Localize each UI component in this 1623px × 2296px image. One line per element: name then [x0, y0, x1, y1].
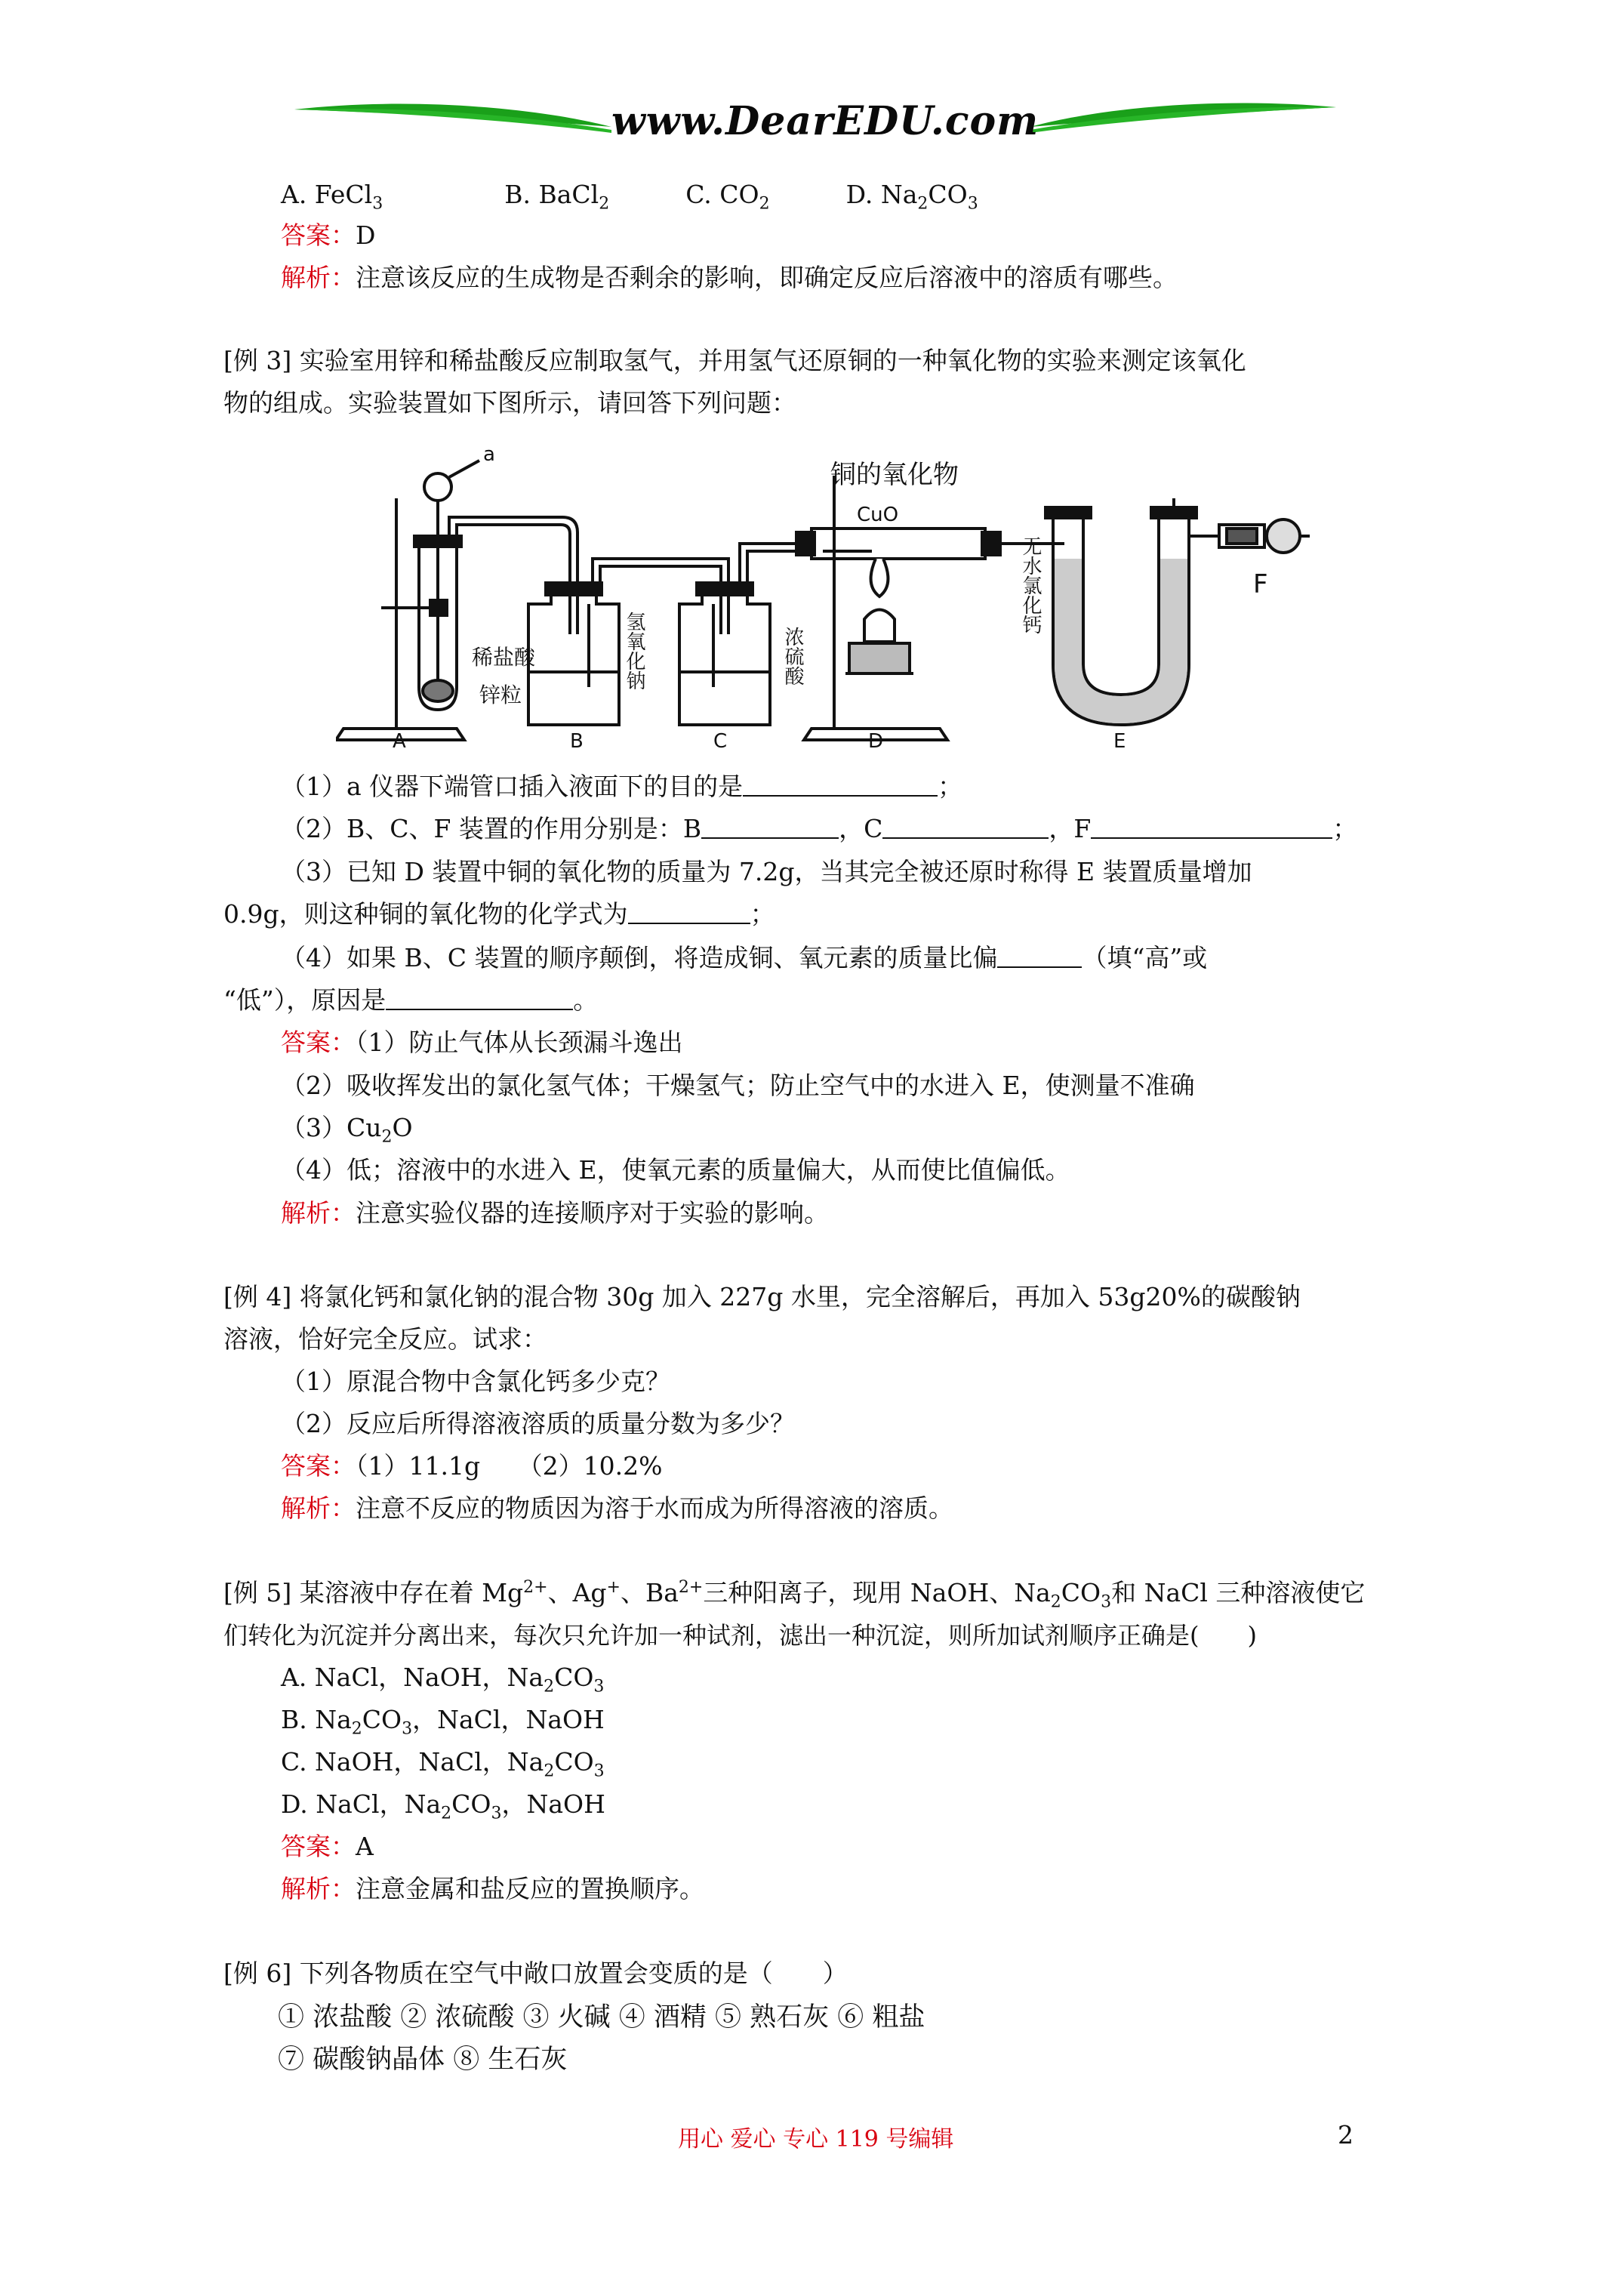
ex6-stem: [例 6] 下列各物质在空气中敞口放置会变质的是（ ）	[223, 1959, 848, 1988]
label-hcl: 稀盐酸	[472, 645, 536, 670]
blank[interactable]	[1091, 815, 1332, 839]
analysis-label: 解析：	[281, 263, 356, 292]
ex5-answer: 答案：A	[281, 1832, 374, 1861]
ex3-q3-line1: （3）已知 D 装置中铜的氧化物的质量为 7.2g，当其完全被还原时称得 E 装置质量增加	[281, 857, 1252, 886]
analysis-label: 解析：	[281, 1874, 356, 1903]
ex3-stem-line2: 物的组成。实验装置如下图所示，请回答下列问题：	[223, 388, 796, 418]
label-E: E	[1113, 730, 1126, 753]
label-a: a	[483, 445, 495, 466]
answer-label: 答案：	[281, 1028, 356, 1057]
blank[interactable]	[997, 944, 1082, 968]
ex3-answer-1: 答案：（1）防止气体从长颈漏斗逸出	[281, 1028, 683, 1057]
site-header	[287, 91, 1344, 159]
label-cacl2: 无水氯化钙	[1019, 536, 1042, 634]
footer-text: 用心 爱心 专心 119 号编辑	[678, 2126, 954, 2153]
ex3-answer-4: （4）低；溶液中的水进入 E，使氧元素的质量偏大，从而使比值偏低。	[281, 1155, 1070, 1185]
ex4-stem-line1: [例 4] 将氯化钙和氯化钠的混合物 30g 加入 227g 水里，完全溶解后，再加入 53g20%的碳酸钠	[223, 1282, 1301, 1311]
label-copper-oxide: 铜的氧化物	[830, 460, 959, 490]
label-F: F	[1253, 569, 1268, 599]
option-b: B. BaCl	[504, 180, 599, 209]
ex3-answer-3: $(3)Cu_2O$	[281, 1113, 413, 1147]
ex3-q1: （1）a 仪器下端管口插入液面下的目的是 ；	[281, 772, 963, 801]
ex3-analysis: 解析：注意实验仪器的连接顺序对于实验的影响。	[281, 1198, 829, 1228]
ex3-answer-2: （2）吸收挥发出的氯化氢气体；干燥氢气；防止空气中的水进入 E，使测量不准确	[281, 1071, 1195, 1100]
ex5-option-a[interactable]: A. NaCl，NaOH，$Na_2CO_3$	[281, 1663, 605, 1697]
ex5-stem-line1: [例 5] 某溶液中存在着 $Mg^{2+}$、Ag+、$Ba^{2+}$三种阳离子，现用 NaOH、$Na_2CO_3$和 NaCl 三种溶液使它	[223, 1578, 1366, 1612]
page-footer	[0, 2120, 1623, 2158]
ex6-items-line1: ① 浓盐酸 ② 浓硫酸 ③ 火碱 ④ 酒精 ⑤ 熟石灰 ⑥ 粗盐	[278, 2002, 925, 2032]
ex4-stem-line2: 溶液，恰好完全反应。试求：	[223, 1324, 547, 1354]
ex5-analysis: 解析：注意金属和盐反应的置换顺序。	[281, 1874, 704, 1903]
option-d: D. Na	[845, 180, 918, 209]
blank[interactable]	[882, 815, 1049, 839]
label-C: C	[713, 730, 728, 753]
label-cuo: CuO	[857, 504, 899, 526]
ex5-option-c[interactable]: C. NaOH，NaCl，$Na_2CO_3$	[281, 1747, 605, 1781]
ex4-analysis: 解析：注意不反应的物质因为溶于水而成为所得溶液的溶质。	[281, 1493, 953, 1523]
ex3-q4-line1: （4）如果 B、C 装置的顺序颠倒，将造成铜、氧元素的质量比偏 （填“高”或	[281, 943, 1208, 972]
ex4-q2: （2）反应后所得溶液溶质的质量分数为多少？	[281, 1409, 795, 1438]
label-D: D	[868, 730, 884, 753]
label-B: B	[570, 730, 584, 753]
ex5-option-b[interactable]: B. $Na_2CO_3$，NaCl，NaOH	[281, 1705, 605, 1739]
ex4-answer: 答案：（1）11.1g （2）10.2%	[281, 1451, 663, 1481]
blank[interactable]	[628, 900, 750, 924]
ex3-q2: （2）B、C、F 装置的作用分别是：B ，C ，F ；	[281, 814, 1358, 843]
apparatus-diagram	[336, 445, 1310, 755]
site-title[interactable]: www.DearEDU.com	[611, 98, 1039, 144]
answer-label: 答案：	[281, 1832, 356, 1861]
label-zinc: 锌粒	[479, 683, 522, 707]
answer-label: 答案：	[281, 220, 356, 250]
option-c: C. CO	[685, 180, 759, 209]
label-naoh: 氢氧化钠	[623, 612, 645, 690]
ex5-option-d[interactable]: D. NaCl，$Na_2CO_3$，NaOH	[281, 1789, 605, 1823]
label-h2so4: 浓硫酸	[781, 627, 804, 686]
ex3-q3-line2: 0.9g，则这种铜的氧化物的化学式为 ；	[223, 899, 775, 929]
blank[interactable]	[743, 772, 938, 797]
ex5-stem-line2: 们转化为沉淀并分离出来，每次只允许加一种试剂，滤出一种沉淀，则所加试剂顺序正确是( )	[223, 1621, 1257, 1650]
analysis-label: 解析：	[281, 1198, 356, 1228]
answer-label: 答案：	[281, 1451, 356, 1481]
analysis-label: 解析：	[281, 1493, 356, 1523]
q2-answer: 答案：D	[281, 220, 376, 250]
page-number: 2	[1338, 2120, 1354, 2150]
ex3-q4-line2: “低”），原因是 。	[223, 985, 599, 1015]
ex6-items-line2: ⑦ 碳酸钠晶体 ⑧ 生石灰	[278, 2045, 568, 2075]
label-A: A	[393, 730, 406, 753]
q2-analysis: 解析：注意该反应的生成物是否剩余的影响，即确定反应后溶液中的溶质有哪些。	[281, 263, 1178, 292]
q2-options: A. FeCl$_3$ B. BaCl$_2$ C. $CO_2$ D. $Na_2CO_3$	[281, 180, 978, 214]
ex3-stem-line1: [例 3] 实验室用锌和稀盐酸反应制取氢气，并用氢气还原铜的一种氧化物的实验来测定该氧化	[223, 346, 1246, 375]
option-a: A. FeCl	[281, 180, 373, 209]
blank[interactable]	[386, 986, 573, 1010]
blank[interactable]	[701, 815, 839, 839]
ex4-q1: （1）原混合物中含氯化钙多少克？	[281, 1367, 670, 1396]
